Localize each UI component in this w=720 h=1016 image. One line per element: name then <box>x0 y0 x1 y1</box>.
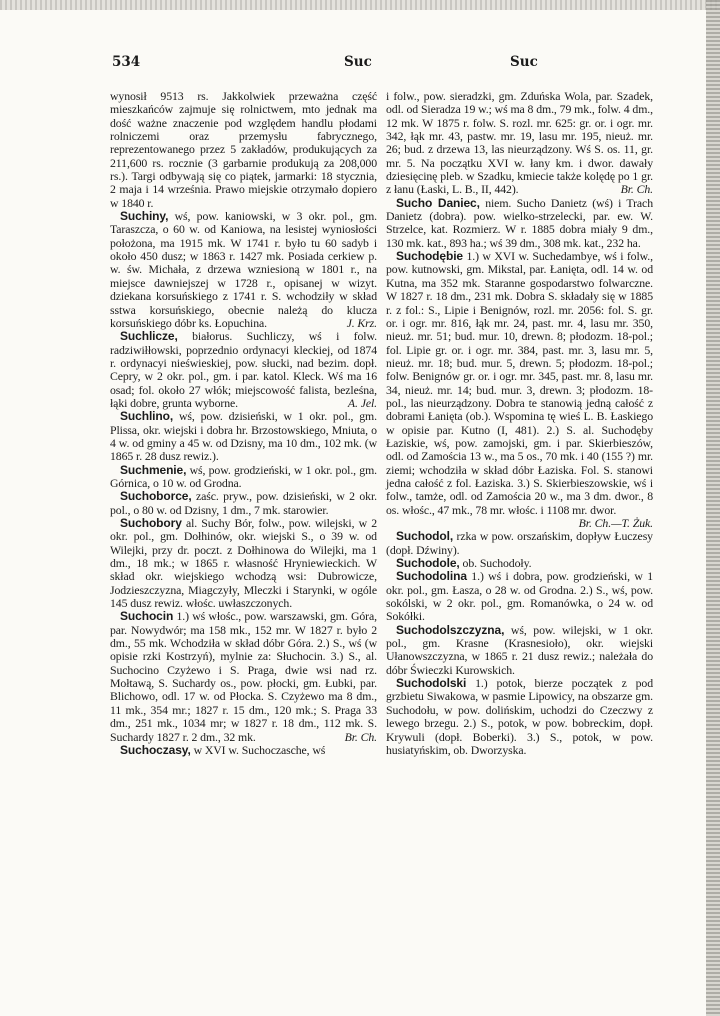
entry-headword: Suchodolski <box>396 676 467 691</box>
entry-headword: Suchlino, <box>120 409 174 424</box>
entry-text: 1.) potok, bierze początek z pod grzbietu Siwakowa, w pasmie Lipowicy, na obszarze gm. Suchodołu, w pow. dolińskim, uchodzi do Czeczwy z lewego brzegu. 2.) S., potok, w pow. bobreckim, dopł. Krywuli (dopł. Boberki). 3.) S., potok, w pow. husiatyńskim, ob. Dworzyska. <box>386 676 653 757</box>
entry-text: białorus. Suchliczy, wś i folw. radziwiłłowski, poprzednio ordynacyi kleckiej, od 1874 r. ordynacyi nieświeskiej, pow. słucki, nad bezim. dopł. Cepry, w 2 okr. pol., gm. i par. katol. Kleck. Wś ma 16 osad; fol. około 27 włók; miejscowość falista, bezleśna, łąki dobre, grunta wyborne. <box>110 329 377 410</box>
entry-paragraph <box>386 557 653 570</box>
entry-text: wś, pow. wilejski, w 1 okr. pol., gm. Krasne (Krasnesioło), okr. wiejski Ułanowszczyzna, w 1865 r. 21 dusz rewiz.; należała do dóbr Świeczki Kurowskich. <box>386 622 653 677</box>
entry-headword: Sucho Daniec, <box>396 195 480 210</box>
entry-paragraph <box>110 610 377 743</box>
left-column <box>110 90 377 757</box>
right-column <box>386 90 653 757</box>
entry-text: zaśc. pryw., pow. dzisieński, w 2 okr. pol., o 80 w. od Dzisny, 1 dm., 7 mk. starowier. <box>110 489 377 517</box>
entry-paragraph <box>110 330 377 410</box>
entry-text: wś, pow. kaniowski, w 3 okr. pol., gm. Taraszcza, o 60 w. od Kaniowa, na lesistej wyniosłości położona, ma 1915 mk. W 1741 r. było tu 60 sadyb i około 450 dusz; w 1863 r. 1427 mk. Posiada cerkiew p. w. św. Michała, z drzewa wzniesioną w 1801 r., na miejsce dawniejszej w 1728 r., opisanej w wizyt. dziekana korsuńskiego z 1741 r. S. wchodziły w skład sstwa korsuńskiego, obecnie należą do klucza korsuńskiego dóbr ks. Łopuchina. <box>110 209 377 330</box>
entry-text: wś, pow. grodzieński, w 1 okr. pol., gm. Górnica, o 10 w. od Grodna. <box>110 462 377 490</box>
author-signature: J. Krz. <box>346 315 377 330</box>
scan-edge-right <box>706 0 720 1016</box>
entry-paragraph <box>386 677 653 757</box>
running-header <box>112 54 672 72</box>
entry-headword: Suchiny, <box>120 209 169 224</box>
entry-text: wynosił 9513 rs. Jakkolwiek przeważna część mieszkańców zajmuje się rolnictwem, mto jednak ma dość ważne znaczenie pod względem handlu płodami rolniczemi oraz przemysłu fabrycznego, reprezentowanego przez 5 zakładów, produkujących za 211,600 rs. rocznie (3 garbarnie produkują za 208,000 rs.). Targi odbywają się co piątek, jarmarki: 18 stycznia, 2 maja i 14 września. Prawo miejskie otrzymało dopiero w 1840 r. <box>110 89 377 210</box>
entry-text: wś, pow. dzisieński, w 1 okr. pol., gm. Plissa, okr. wiejski i dobra hr. Brzostowskiego, Mniuta, o 4 w. od gminy a 45 w. od Dzisny, ma 10 dm., 102 mk. (w 1865 r. 28 dusz rewiz.). <box>110 409 377 464</box>
entry-paragraph <box>386 570 653 623</box>
entry-headword: Suchodolszczyzna, <box>396 622 505 637</box>
author-signature: Br. Ch.—T. Żuk. <box>578 516 653 530</box>
page-number: 534 <box>112 54 141 70</box>
entry-paragraph <box>110 744 377 757</box>
entry-paragraph <box>386 250 653 530</box>
running-head-right: Suc <box>510 54 538 70</box>
entry-paragraph <box>386 90 653 197</box>
running-head-left: Suc <box>344 54 372 70</box>
entry-headword: Suchlicze, <box>120 329 178 344</box>
entry-headword: Suchmenie, <box>120 462 187 477</box>
entry-text: niem. Sucho Danietz (wś) i Trach Danietz (dobra). pow. wielko-strzelecki, par. ew. W. Strzelce, kat. Rozmierz. W r. 1885 dobra miały 9 dm., 130 mk. kat., 893 ha.; wś 39 dm., 308 mk. kat., 232 ha. <box>386 195 653 250</box>
entry-paragraph <box>110 490 377 517</box>
entry-paragraph <box>110 410 377 463</box>
entry-text: 1.) wś włośc., pow. warszawski, gm. Góra, par. Nowydwór; ma 158 mk., 152 mr. W 1827 r. było 2 dm., 55 mk. Wchodziła w skład dóbr Góra. 2.) S., wś (w opisie rzki Kostrzyń), mylnie za: Słuchocin. 3.) S., al. Suchocino Czyżewo i S. Praga, dwie wsi nad rz. Mołtawą, S. Suchardy os., pow. płocki, gm. Łubki, par. Blichowo, odl. 17 w. od Płocka. S. Czyżewo ma 8 dm., 11 mk., 354 mr.; 1827 r. 15 dm., 120 mk.; S. Praga 33 dm., 251 mk., 1034 mr; w 1827 r. 18 dm., 112 mk. S. Suchardy 1827 r. 2 dm., 32 mk. <box>110 609 377 744</box>
entry-headword: Suchodole, <box>396 556 460 571</box>
entry-text: i folw., pow. sieradzki, gm. Zduńska Wola, par. Szadek, odl. od Sieradza 19 w.; wś ma 8 dm., 79 mk., folw. 4 dm., 12 mk. W 1875 r. folw. S. rozl. mr. 625: gr. or. i ogr. mr. 342, łąk mr. 43, pastw. mr. 19, lasu mr. 195, nieuż. mr. 26; bud. z drzewa 13, las nieurządzony. Wś S. os. 11, gr. mr. 5. Na początku XVI w. łany km. i dwor. dawały dziesięcinę pleb. w Szadku, kmiecie także kolędę po 1 gr. z łanu (Łaski, L. B., II, 442). <box>386 89 653 197</box>
entry-text: rzka w pow. orszańskim, dopływ Łuczesy (dopł. Dźwiny). <box>386 529 653 557</box>
entry-headword: Suchodolina <box>396 569 467 584</box>
entry-headword: Suchoborce, <box>120 489 192 504</box>
author-signature: Br. Ch. <box>620 182 653 197</box>
entry-headword: Suchocin <box>120 609 174 624</box>
scan-edge-top <box>0 0 720 10</box>
entry-paragraph <box>110 90 377 210</box>
entry-text: al. Suchy Bór, folw., pow. wilejski, w 2 okr. pol., gm. Dołhinów, okr. wiejski S., o 39 w. od Wilejki, przy dr. poczt. z Dołhinowa do Wilejki, ma 1 dm., 18 mk.; w 1865 r. własność Hryniewieckich. W skład okr. wiejskiego wchodzą wsi: Dubrowicze, Jodzieszczyzna, Miagczyły, Mleczki i Starynki, w ogóle 145 dusz rewiz. włośc. uwłaszczonych. <box>110 516 377 611</box>
entry-text: 1.) w XVI w. Suchedambye, wś i folw., pow. kutnowski, gm. Mikstal, par. Łanięta, odl. 14 w. od Kutna, ma 352 mk. Staranne gospodarstwo folwarczne. W 1827 r. 18 dm., 231 mk. Dobra S. składały się w 1885 r. z fol.: S., Lipie i Benignów, rozl. mr. 2056: fol. S. gr. or. i ogr. mr. 816, łąk mr. 24, past. mr. 4, lasu mr. 350, nieuż. mr. 51; bud. mur. 10, drewn. 8; płodozm. 18-pol.; fol. Lipie gr. or. i ogr. mr. 384, past. mr. 3, lasu mr. 5, nieuż. mr. 18; bud. mur. 5, drewn. 5; płodozm. 18-pol.; folw. Benignów gr. or. i ogr. mr. 345, past. mr. 8, lasu mr. 34, nieuż. mr. 14; bud. mur. 3, drewn. 3; płodozm. 18-pol., las nieurządzony. Dobra te stanowią jedną całość z dobrami Łanięta (ob.). Wspomina tę wieś L. B. Łaskiego w opisie par. Kutno (I, 481). 2.) S. al. Suchodęby Łaziskie, wś, pow. zamojski, gm. i par. Skierbieszów, odl. od Zamościa 13 w., ma 5 os., 70 mk. i 40 (155 ?) mr. ziemi; wchodziła w skład dóbr Łaziska. Fol. S. stanowi jedna całość z fol. Łaziska. 3.) S. Skierbieszowskie, wś i folw., tamże, odl. od Zamościa 20 w., ma 3 dm. dwor., 8 os. włośc., 47 mk., 78 mr. włośc. i 1108 mr. dwor. <box>386 249 653 517</box>
entry-headword: Suchodol, <box>396 529 454 544</box>
entry-paragraph <box>110 517 377 610</box>
entry-paragraph <box>110 210 377 330</box>
entry-paragraph <box>386 624 653 677</box>
entry-text: w XVI w. Suchoczasche, wś <box>190 742 326 757</box>
entry-paragraph <box>110 464 377 491</box>
entry-headword: Suchobory <box>120 516 182 530</box>
entry-paragraph <box>386 197 653 250</box>
entry-text: ob. Suchodoły. <box>459 556 532 571</box>
entry-headword: Suchodębie <box>396 249 464 264</box>
author-signature: A. Jel. <box>347 395 377 410</box>
entry-text: 1.) wś i dobra, pow. grodzieński, w 1 okr. pol., gm. Łasza, o 28 w. od Grodna. 2.) S., wś, pow. sokólski, w 2 okr. pol., gm. Romanówka, o 24 w. od Sokółki. <box>386 569 653 624</box>
entry-headword: Suchoczasy, <box>120 742 191 757</box>
author-signature: Br. Ch. <box>344 729 377 744</box>
entry-paragraph <box>386 530 653 557</box>
